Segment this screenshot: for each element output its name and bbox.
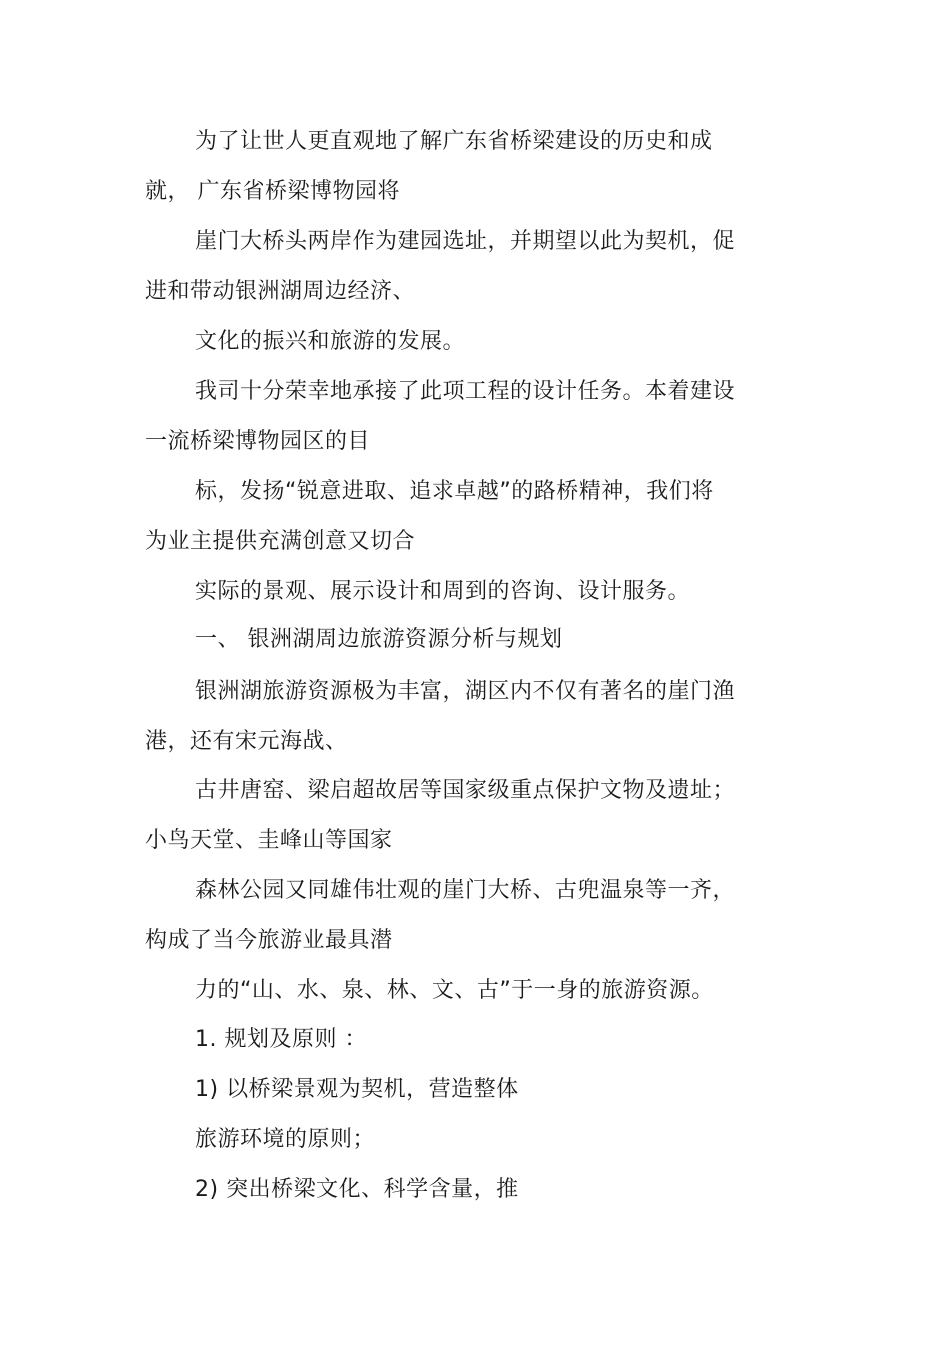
- text-line: 就， 广东省桥梁博物园将: [145, 179, 400, 204]
- text-line: 实际的景观、展示设计和周到的咨询、设计服务。: [195, 579, 691, 604]
- text-line: 森林公园又同雄伟壮观的崖门大桥、古兜温泉等一齐，: [195, 878, 736, 903]
- text-line: 银洲湖旅游资源极为丰富，湖区内不仅有著名的崖门渔: [195, 679, 736, 704]
- text-line: 港，还有宋元海战、: [145, 729, 348, 754]
- text-line: 我司十分荣幸地承接了此项工程的设计任务。本着建设: [195, 379, 736, 404]
- text-line: 力的“山、水、泉、林、文、古”于一身的旅游资源。: [195, 978, 714, 1003]
- text-line: 为了让世人更直观地了解广东省桥梁建设的历史和成: [195, 129, 713, 154]
- text-line: 标，发扬“锐意进取、追求卓越”的路桥精神，我们将: [195, 479, 714, 504]
- list-item: 2) 突出桥梁文化、科学含量，推: [195, 1177, 519, 1202]
- text-line: 古井唐窑、梁启超故居等国家级重点保护文物及遗址；: [195, 778, 736, 803]
- text-line: 进和带动银洲湖周边经济、: [145, 279, 416, 304]
- text-line: 文化的振兴和旅游的发展。: [195, 329, 466, 354]
- text-line: 崖门大桥头两岸作为建园选址，并期望以此为契机，促: [195, 229, 736, 254]
- text-line: 一流桥梁博物园区的目: [145, 429, 371, 454]
- section-heading: 一、 银洲湖周边旅游资源分析与规划: [195, 627, 563, 652]
- text-line: 小鸟天堂、圭峰山等国家: [145, 828, 393, 853]
- list-item: 1) 以桥梁景观为契机，营造整体: [195, 1077, 519, 1102]
- text-line: 为业主提供充满创意又切合: [145, 529, 416, 554]
- list-item-continuation: 旅游环境的原则；: [195, 1127, 376, 1152]
- text-line: 构成了当今旅游业最具潜: [145, 928, 393, 953]
- list-heading: 1. 规划及原则 ：: [195, 1027, 367, 1052]
